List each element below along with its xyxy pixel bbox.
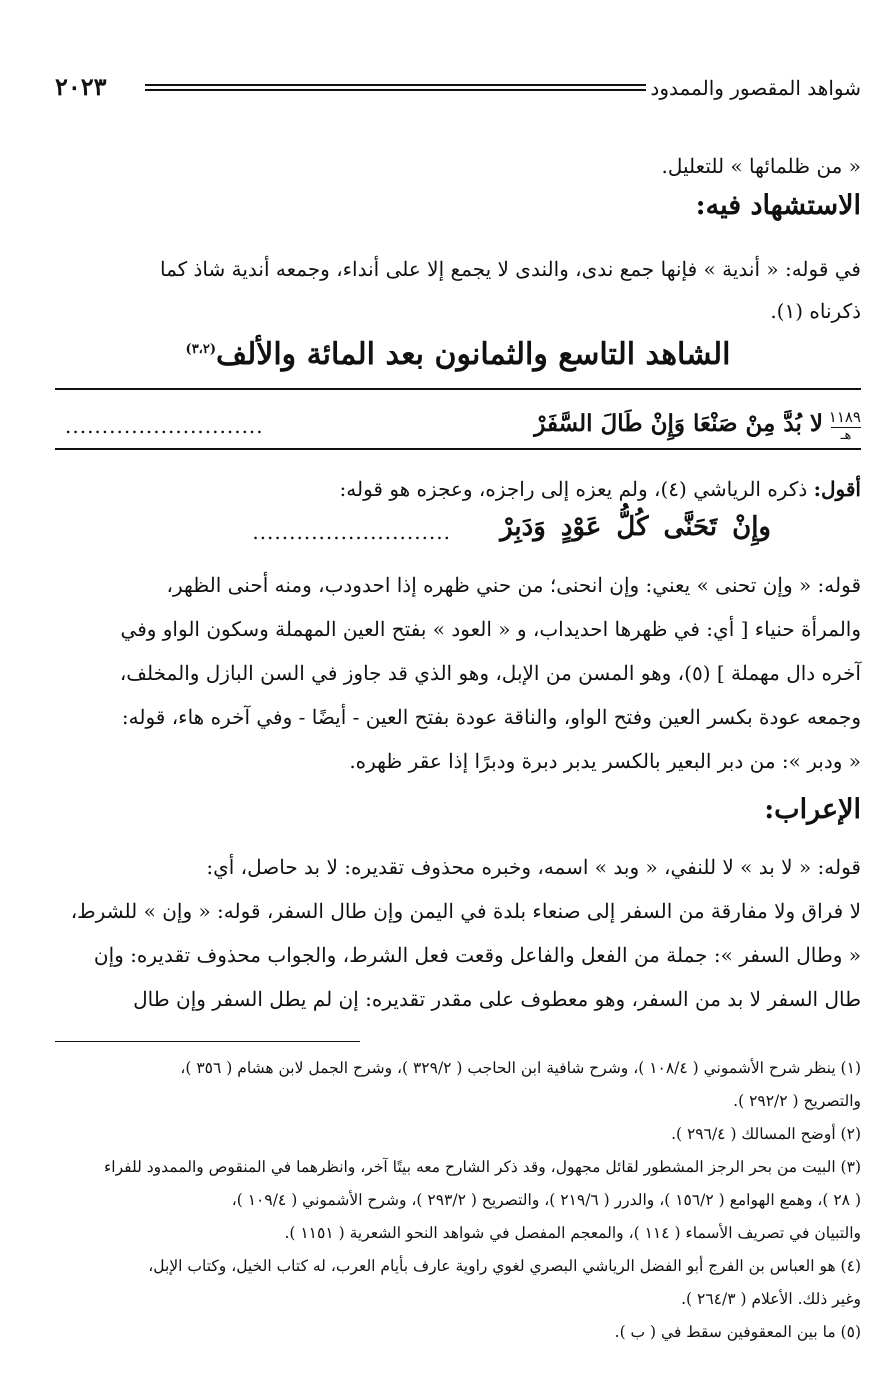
- aqul-lead: أقول:: [813, 477, 861, 501]
- aqul-line: [55, 470, 861, 508]
- verse-dots: ...........................: [65, 414, 264, 438]
- verse-row: [55, 408, 861, 446]
- footnote-line: (٣) البيت من بحر الرجز المشطور لقائل مجهول، وقد ذكر الشارح معه بيتًا آخر، وانظرهما في المنقوص والممدود للفراء: [104, 1158, 861, 1176]
- irab-line-2: لا فراق ولا مفارقة من السفر إلى صنعاء بلدة في اليمن وإن طال السفر، قوله: « وإن » للشرط،: [70, 899, 861, 923]
- shahid-title-ref: (٣،٢): [185, 342, 217, 357]
- verse2-dots: ...........................: [252, 520, 451, 544]
- verse-number-value: ١١٨٩: [828, 408, 861, 426]
- istishhad-line-1: في قوله: « أندية » فإنها جمع ندى، والندى لا يجمع إلا على أنداء، وجمعه أندية شاذ كما: [159, 257, 861, 281]
- verse-number: [828, 408, 861, 443]
- footnote-line: والتصريح ( ٢٩٢/٢ ).: [733, 1092, 861, 1110]
- footnotes: [55, 1052, 861, 1349]
- explanation-line-2: والمرأة حنياء [ أي: في ظهرها احديداب، و « العود » بفتح العين المهملة وسكون الواو وفي: [120, 617, 861, 641]
- irab-heading: الإعراب:: [764, 794, 861, 825]
- footnote-line: (٤) هو العباس بن الفرج أبو الفضل الرياشي البصري لغوي راوية عارف بأيام العرب، له كتاب الخيل، وكتاب الإبل،: [148, 1257, 861, 1275]
- istishhad-heading: الاستشهاد فيه:: [695, 190, 861, 221]
- verse-top-rule: [55, 388, 861, 390]
- page-number: ٢٠٢٣: [55, 72, 107, 101]
- top-line: « من ظلمائها » للتعليل.: [661, 154, 861, 178]
- verse-number-sub: هـ: [831, 427, 861, 443]
- header-title: شواهد المقصور والممدود: [650, 76, 861, 100]
- footnote-line: وغير ذلك. الأعلام ( ٢٦٤/٣ ).: [681, 1290, 861, 1308]
- footnote-line: (٥) ما بين المعقوفين سقط في ( ب ).: [614, 1323, 861, 1341]
- verse-bottom-rule: [55, 448, 861, 450]
- irab-line-4: طال السفر لا بد من السفر، وهو معطوف على مقدر تقديره: إن لم يطل السفر وإن طال: [133, 987, 861, 1011]
- aqul-text: ذكره الرياشي (٤)، ولم يعزه إلى راجزه، وعجزه هو قوله:: [339, 477, 808, 501]
- verse2-text: وإِنْ تَحَنَّى كُلُّ عَوْدٍ وَدَبِرْ: [500, 512, 771, 542]
- irab-line-1: قوله: « لا بد » لا للنفي، « وبد » اسمه، وخبره محذوف تقديره: لا بد حاصل، أي:: [206, 855, 861, 879]
- verse-text: لا بُدَّ مِنْ صَنْعَا وَإِنْ طَالَ السَّفَرْ: [534, 410, 823, 437]
- footnote-line: (١) ينظر شرح الأشموني ( ١٠٨/٤ )، وشرح شافية ابن الحاجب ( ٣٢٩/٢ )، وشرح الجمل لابن هشام ( ٣٥٦ )،: [180, 1059, 861, 1077]
- footnote-line: ( ٢٨ )، وهمع الهوامع ( ١٥٦/٢ )، والدرر ( ٢١٩/٦ )، والتصريح ( ٢٩٣/٢ )، وشرح الأشموني ( ١٠٩/٤ )،: [231, 1191, 861, 1209]
- explanation-line-3: آخره دال مهملة ] (٥)، وهو المسن من الإبل، وهو الذي قد جاوز في السن البازل والمخلف،: [119, 661, 861, 685]
- shahid-title: [55, 337, 861, 372]
- running-header: [55, 72, 861, 108]
- irab-line-3: « وطال السفر »: جملة من الفعل والفاعل وقعت فعل الشرط، والجواب محذوف تقديره: وإن: [93, 943, 861, 967]
- footnote-line: (٢) أوضح المسالك ( ٢٩٦/٤ ).: [671, 1125, 861, 1143]
- shahid-title-text: الشاهد التاسع والثمانون بعد المائة والألف: [216, 337, 731, 372]
- header-double-rule: [145, 84, 646, 94]
- footnote-separator: [55, 1041, 360, 1042]
- explanation-line-1: قوله: « وإن تحنى » يعني: وإن انحنى؛ من حني ظهره إذا احدودب، ومنه أحنى الظهر،: [166, 573, 861, 597]
- verse2-row: [55, 512, 861, 552]
- page: [55, 0, 861, 1392]
- explanation-line-5: « ودبر »: من دبر البعير بالكسر يدبر دبرة ودبرًا إذا عقر ظهره.: [349, 749, 861, 773]
- istishhad-line-2: ذكرناه (١).: [770, 299, 861, 323]
- explanation-line-4: وجمعه عودة بكسر العين وفتح الواو، والناقة عودة بفتح العين - أيضًا - وفي آخره هاء، قوله:: [121, 705, 861, 729]
- footnote-line: والتبيان في تصريف الأسماء ( ١١٤ )، والمعجم المفصل في شواهد النحو الشعرية ( ١١٥١ ).: [284, 1224, 861, 1242]
